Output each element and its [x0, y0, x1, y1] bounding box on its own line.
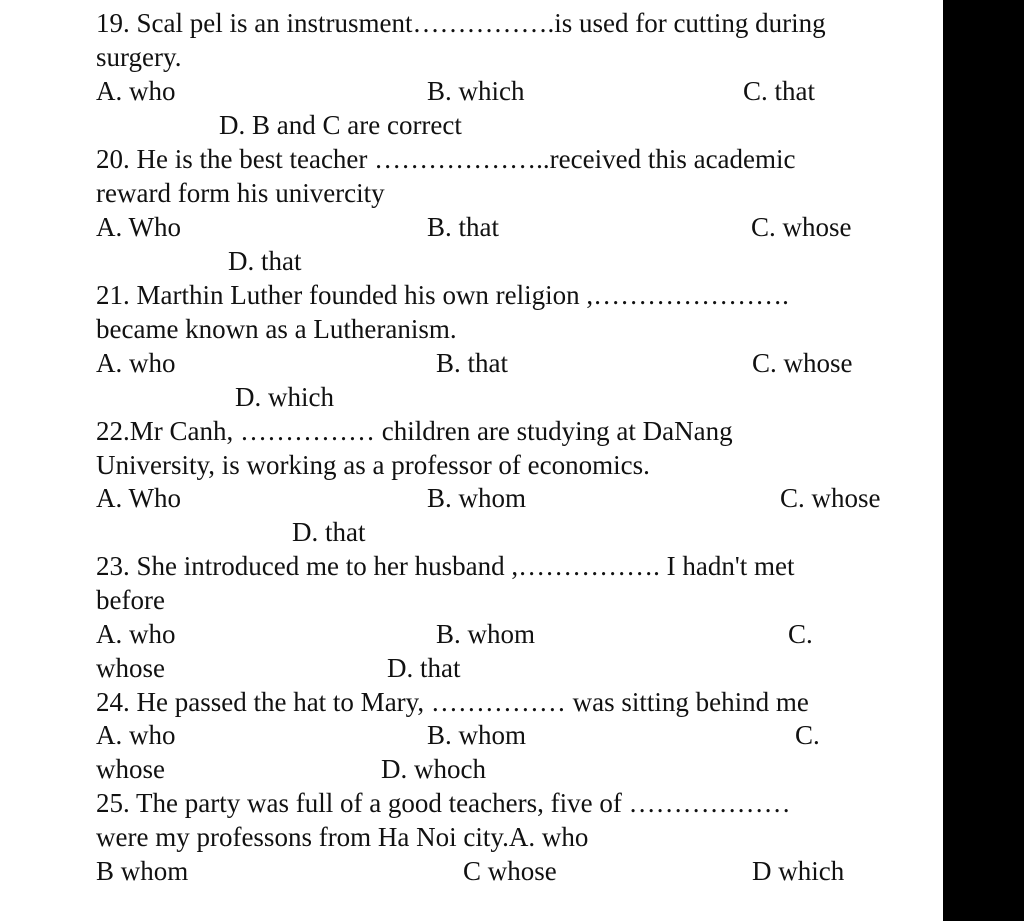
question-19-line-2: surgery. — [96, 42, 182, 72]
question-24-option-d: D. whoch — [381, 754, 486, 784]
question-21-line-1: 21. Marthin Luther founded his own religion ,…………………. — [96, 280, 789, 310]
question-22-line-2: University, is working as a professor of economics. — [96, 450, 650, 480]
question-20-line-2: reward form his univercity — [96, 178, 385, 208]
question-24-line-1: 24. He passed the hat to Mary, …………… was sitting behind me — [96, 687, 809, 717]
question-19-option-d: D. B and C are correct — [219, 110, 462, 140]
question-19-option-a: A. who — [96, 76, 176, 106]
question-20-option-b: B. that — [427, 212, 499, 242]
question-22-option-d: D. that — [292, 517, 366, 547]
question-21-option-c: C. whose — [752, 348, 853, 378]
question-22-option-a: A. Who — [96, 483, 181, 513]
question-25-option-d: D which — [752, 856, 845, 886]
question-19-option-c: C. that — [743, 76, 815, 106]
question-21-line-2: became known as a Lutheranism. — [96, 314, 457, 344]
question-20-option-a: A. Who — [96, 212, 181, 242]
question-24-option-a: A. who — [96, 720, 176, 750]
question-25-option-b: B whom — [96, 856, 189, 886]
question-20-option-d: D. that — [228, 246, 302, 276]
question-23-option-c-text: whose — [96, 653, 165, 683]
question-21-option-a: A. who — [96, 348, 176, 378]
question-23-line-1: 23. She introduced me to her husband ,……………. I hadn't met — [96, 551, 795, 581]
question-23-line-2: before — [96, 585, 165, 615]
question-19-line-1: 19. Scal pel is an instrusment…………….is used for cutting during — [96, 8, 826, 38]
question-25-option-c: C whose — [463, 856, 557, 886]
question-20-option-c: C. whose — [751, 212, 852, 242]
question-23-option-a: A. who — [96, 619, 176, 649]
question-21-option-b: B. that — [436, 348, 508, 378]
question-25-line-2: were my professons from Ha Noi city.A. who — [96, 822, 589, 852]
question-22-option-c: C. whose — [780, 483, 881, 513]
question-22-line-1: 22.Mr Canh, …………… children are studying at DaNang — [96, 416, 733, 446]
question-22-option-b: B. whom — [427, 483, 527, 513]
question-23-option-d: D. that — [387, 653, 461, 683]
question-23-option-c: C. — [788, 619, 813, 649]
black-edge-bar — [943, 0, 1024, 921]
question-23-option-b: B. whom — [436, 619, 536, 649]
question-25-line-1: 25. The party was full of a good teachers, five of ……………… — [96, 788, 791, 818]
question-24-option-c-text: whose — [96, 754, 165, 784]
question-20-line-1: 20. He is the best teacher ………………..received this academic — [96, 144, 796, 174]
question-24-option-b: B. whom — [427, 720, 527, 750]
question-21-option-d: D. which — [235, 382, 334, 412]
question-19-option-b: B. which — [427, 76, 525, 106]
question-24-option-c: C. — [795, 720, 820, 750]
